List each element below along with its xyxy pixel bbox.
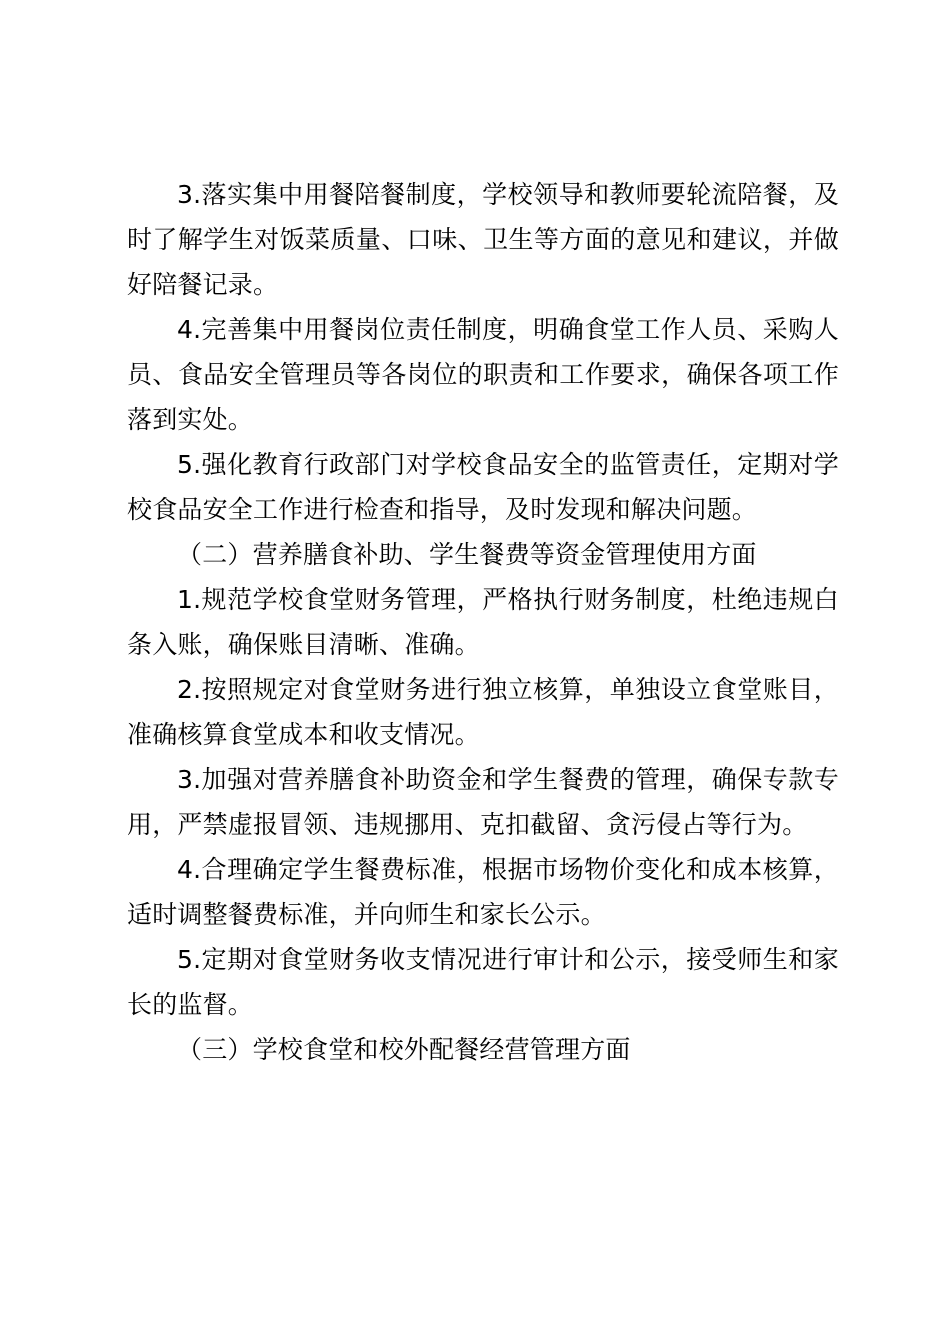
paragraph-supervision-responsibility: 5.强化教育行政部门对学校食品安全的监管责任，定期对学校食品安全工作进行检查和指导，及时发现和解决问题。 xyxy=(127,450,839,524)
paragraph-fund-oversight: 3.加强对营养膳食补助资金和学生餐费的管理，确保专款专用，严禁虚报冒领、违规挪用、克扣截留、贪污侵占等行为。 xyxy=(127,765,839,839)
paragraph-independent-accounting: 2.按照规定对食堂财务进行独立核算，单独设立食堂账目，准确核算食堂成本和收支情况。 xyxy=(127,675,839,749)
section-heading-canteen-operation: （三）学校食堂和校外配餐经营管理方面 xyxy=(177,1035,631,1064)
paragraph-accompany-meal-system: 3.落实集中用餐陪餐制度，学校领导和教师要轮流陪餐，及时了解学生对饭菜质量、口味、卫生等方面的意见和建议，并做好陪餐记录。 xyxy=(127,180,839,299)
paragraph-post-responsibility: 4.完善集中用餐岗位责任制度，明确食堂工作人员、采购人员、食品安全管理员等各岗位的职责和工作要求，确保各项工作落到实处。 xyxy=(127,315,839,434)
document-body xyxy=(127,172,839,1072)
paragraph-audit-disclosure: 5.定期对食堂财务收支情况进行审计和公示，接受师生和家长的监督。 xyxy=(127,945,839,1019)
section-heading-fund-management: （二）营养膳食补助、学生餐费等资金管理使用方面 xyxy=(177,540,757,569)
paragraph-canteen-finance: 1.规范学校食堂财务管理，严格执行财务制度，杜绝违规白条入账，确保账目清晰、准确。 xyxy=(127,585,839,659)
paragraph-meal-fee-standard: 4.合理确定学生餐费标准，根据市场物价变化和成本核算，适时调整餐费标准，并向师生和家长公示。 xyxy=(127,855,839,929)
